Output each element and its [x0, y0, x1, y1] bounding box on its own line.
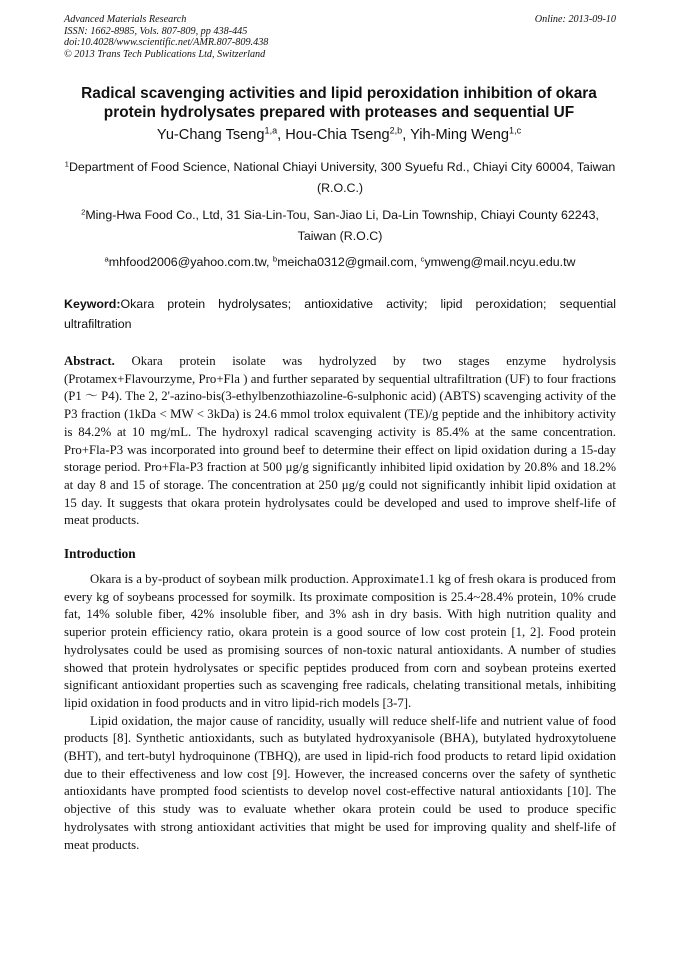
- affiliation-text: Department of Food Science, National Chiayi University, 300 Syuefu Rd., Chiayi City 60004, Taiwan (R.O.C.): [68, 160, 616, 195]
- email-sup: b: [272, 254, 278, 264]
- affiliation-2: [64, 205, 616, 247]
- abstract-label: Abstract.: [64, 354, 115, 368]
- author-sup: 2,b: [389, 125, 403, 136]
- abstract-text: Okara protein isolate was hydrolyzed by two stages enzyme hydrolysis (Protamex+Flavourzyme, Pro+Fla ) and further separated by sequential ultrafiltration (UF) to four fractions (P1 ～ P4). The 2, 2'-azino-bis(3-ethylbenzothiazoline-6-sulphonic acid) (ABTS) scavenging activity of the P3 fraction (1kDa < MW < 3kDa) is 24.6 mmol trolox equivalent (TE)/g peptide and the inhibitory activity is 84.2% at 10 mg/mL. The hydroxyl radical scavenging activity is 85.4% at the same concentration. Pro+Fla-P3 was incorporated into ground beef to determine their effect on lipid oxidation during a 15-day storage period. Pro+Fla-P3 fraction at 500 μg/g significantly inhibited lipid oxidation by 20.8% and 18.2% at day 8 and 15 of storage. The concentration at 250 μg/g could not significantly inhibit lipid oxidation at 15 day. It suggests that okara protein hydrolysates could be developed and used to improve shelf-life of meat products.: [64, 354, 616, 528]
- introduction-heading: Introduction: [64, 546, 136, 561]
- affiliation-sup: 1: [64, 159, 69, 169]
- affiliation-sup: 2: [81, 207, 86, 217]
- email-sup: c: [420, 254, 425, 264]
- email-address[interactable]: ymweng@mail.ncyu.edu.tw: [424, 255, 576, 269]
- introduction-paragraph: Lipid oxidation, the major cause of rancidity, usually will reduce shelf-life and nutrient value of food products [8]. Synthetic antioxidants, such as butylated hydroxyanisole (BHA), butylated hydroxytoluene (BHT), and tert-butyl hydroquinone (TBHQ), are used in lipid-rich food products to retard lipid oxidation due to their effectiveness and low cost [9]. However, the increased concerns over the safety of synthetic antioxidants have prompted food scientists to develop novel cost-effective natural antioxidants [10]. The objective of this study was to evaluate whether okara protein could be used to produce specific hydrolysates with strong antioxidant activities that might be used for improving quality and shelf-life of meat products.: [64, 713, 616, 852]
- author-separator: ,: [277, 127, 286, 143]
- copyright-line: © 2013 Trans Tech Publications Ltd, Switzerland: [64, 48, 266, 60]
- issn-line: ISSN: 1662-8985, Vols. 807-809, pp 438-445: [64, 25, 248, 37]
- author-list: [54, 126, 624, 144]
- affiliation-text: Ming-Hwa Food Co., Ltd, 31 Sia-Lin-Tou, San-Jiao Li, Da-Lin Township, Chiayi County 62243, Taiwan (R.O.C): [85, 208, 599, 243]
- online-date: Online: 2013-09-10: [534, 14, 616, 25]
- email-list: [64, 254, 616, 270]
- email-sup: a: [104, 254, 109, 264]
- author-name: Yih-Ming Weng: [410, 127, 510, 143]
- keyword-label: Keyword:: [64, 297, 121, 311]
- introduction-body: [64, 571, 616, 854]
- email-address[interactable]: meicha0312@gmail.com: [277, 255, 414, 269]
- keyword-text: Okara protein hydrolysates; antioxidative activity; lipid peroxidation; sequential ultrafiltration: [64, 297, 616, 331]
- author-separator: ,: [402, 127, 411, 143]
- doi-line: doi:10.4028/www.scientific.net/AMR.807-809.438: [64, 37, 269, 49]
- journal-header: [64, 14, 616, 60]
- author-sup: 1,c: [509, 125, 522, 136]
- email-separator: ,: [266, 255, 273, 269]
- keywords: [64, 294, 616, 334]
- email-address[interactable]: mhfood2006@yahoo.com.tw: [108, 255, 267, 269]
- journal-name: Advanced Materials Research: [64, 14, 187, 25]
- author-name: Hou-Chia Tseng: [285, 127, 390, 143]
- email-separator: ,: [413, 255, 421, 269]
- paper-title: Radical scavenging activities and lipid peroxidation inhibition of okara protein hydrolysates prepared with proteases and sequential UF: [81, 85, 597, 121]
- introduction-paragraph: Okara is a by-product of soybean milk production. Approximate1.1 kg of fresh okara is produced from every kg of soybeans processed for soymilk. Its proximate composition is 25.4~28.4% protein, 10% crude fat, 14% soluble fiber, 42% insoluble fiber, and 3% ash in dry basis. With high nutrition quality and superior protein efficiency ratio, okara protein is a good source of low cost protein [1, 2]. Food protein hydrolysates could be used as promising sources of non-toxic natural antioxidants. A number of studies showed that protein hydrolysates or specific peptides produced from corn and soybean proteins exerted significant antioxidant properties such as scavenging free radicals, chelating transitional metals, inhibiting lipid oxidation in food products and in vitro lipid-rich models [3-7].: [64, 572, 616, 710]
- abstract: [64, 353, 616, 530]
- author-name: Yu-Chang Tseng: [156, 127, 265, 143]
- author-sup: 1,a: [264, 125, 278, 136]
- affiliation-1: [64, 157, 616, 199]
